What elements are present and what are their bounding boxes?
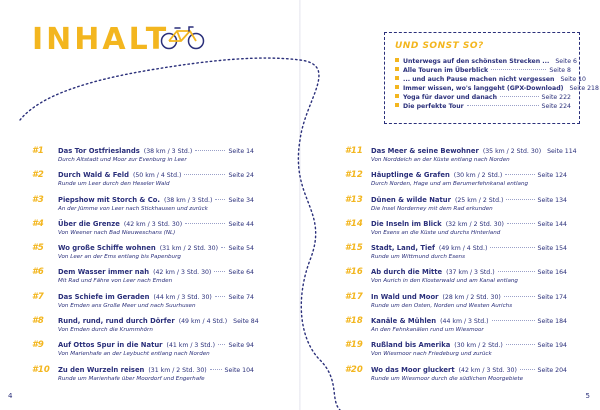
tour-info: (38 km / 3 Std.) [143,148,193,155]
tour-page: Seite 104 [224,366,254,374]
tour-title-line [371,293,567,301]
tour-info: (31 km / 2 Std. 30) [159,245,218,253]
leader-dots [185,223,225,224]
extras-item-page: Seite 6 [555,58,577,65]
tour-number: #20 [345,364,363,375]
tour-page: Seite 14 [228,148,254,155]
tour-title-line [58,147,254,155]
extras-item-page: Seite 218 [569,85,599,92]
toc-entry[interactable] [345,195,567,219]
leader-dots [467,105,539,106]
tour-title: Rußland bis Amerika [371,341,451,350]
leader-dots [500,96,539,97]
tour-number: #6 [32,267,44,278]
tour-number: #17 [345,291,363,302]
tour-title: Häuptlinge & Grafen [371,171,450,180]
tour-title-line [371,341,567,349]
tour-title-line [371,317,567,325]
tour-info: (44 km / 3 Std. 30) [153,293,212,301]
tour-info: (42 km / 3 Std. 30) [153,269,212,277]
tour-title: Stadt, Land, Tief [371,244,435,253]
tour-title-line [371,268,567,276]
leader-dots [221,247,225,248]
leader-dots [492,320,535,321]
tour-page: Seite 54 [228,245,254,253]
bullet-icon [395,58,399,62]
tour-title-line [58,244,254,252]
tour-number: #19 [345,340,363,351]
tour-subtitle: Von Leer an der Ems entlang bis Papenburg [58,254,181,261]
page-title: INHALT [32,22,170,57]
toc-entry[interactable] [32,219,254,243]
tour-title-line [58,317,259,326]
extras-item-label: Die perfekte Tour [403,103,464,110]
leader-dots [215,199,225,200]
toc-entry[interactable] [345,219,567,243]
tour-subtitle: Von Wiesmoor nach Friedeburg und zurück [371,351,492,358]
tour-number: #18 [345,316,363,327]
tour-title-line [58,366,254,374]
tour-page: Seite 84 [233,318,259,326]
tour-subtitle: Mit Rad und Fähre von Leer nach Emden [58,278,173,285]
toc-entry[interactable] [345,365,567,389]
extras-item[interactable] [395,93,571,102]
page-number-left: 4 [8,392,13,400]
tour-info: (32 km / 2 Std. 30) [445,220,504,228]
tour-info: (49 km / 4 Std.) [178,318,228,326]
tour-subtitle: Durch Norden, Hage und am Berumerfehnkanal entlang [371,181,529,188]
tour-subtitle: Runde um Wittmund durch Esens [371,254,466,261]
tour-page: Seite 184 [537,318,567,326]
tour-page: Seite 154 [537,245,567,253]
extras-item-label: Immer wissen, wo's langgeht (GPX-Download) [403,85,564,92]
tour-title: Piepshow mit Storch & Co. [58,195,160,204]
toc-entry[interactable] [345,267,567,291]
tour-title: Das Tor Ostfrieslands [58,147,140,155]
tour-number: #1 [32,146,44,156]
tour-title-line [371,196,567,204]
tour-title-line [58,293,254,301]
extras-item-page: Seite 10 [560,76,586,83]
tour-page: Seite 74 [228,293,254,301]
tour-title: Rund, rund, rund durch Dörfer [58,317,175,326]
leader-dots [491,69,546,70]
tour-number: #3 [32,194,44,205]
tour-page: Seite 64 [228,269,254,277]
tour-page: Seite 134 [537,196,567,204]
toc-entry[interactable] [345,340,567,364]
leader-dots [195,150,225,151]
tour-number: #16 [345,267,363,278]
extras-item[interactable] [395,75,586,84]
page-number-right: 5 [585,392,590,400]
bullet-icon [395,67,399,71]
tour-title: Die Inseln im Blick [371,219,442,228]
leader-dots [520,369,535,370]
tour-page: Seite 44 [228,220,254,228]
extras-item[interactable] [395,66,571,75]
tour-title: Dünen & wilde Natur [371,195,451,204]
extras-item-label: Unterwegs auf den schönsten Strecken ... [403,58,550,65]
tour-number: #5 [32,243,44,254]
tour-page: Seite 34 [228,196,254,204]
extras-box-title: UND SONST SO? [395,41,484,51]
tour-title-line [58,220,254,228]
tour-subtitle: Von Norddeich an der Küste entlang nach Norden [371,157,510,163]
toc-entry[interactable] [32,316,259,340]
tour-subtitle: Runde um Wiesmoor durch die südlichen Moorgebiete [371,375,524,382]
toc-entry[interactable] [32,195,254,219]
tour-title-line [58,196,254,204]
tour-subtitle: Durch Altstadt und Moor zur Evenburg in Leer [58,157,187,163]
tour-title: Kanäle & Mühlen [371,317,437,326]
tour-info: (44 km / 3 Std.) [440,318,489,326]
tour-subtitle: Runde um Marienhafe über Moordorf und Engerhafe [58,375,205,382]
tour-title: Zu den Wurzeln reisen [58,365,145,374]
extras-item[interactable] [395,102,571,111]
tour-number: #13 [345,194,363,205]
tour-info: (35 km / 2 Std. 30) [482,148,542,155]
tour-title: Das Schiefe im Geraden [58,292,150,301]
tour-number: #15 [345,243,363,254]
tour-title: Dem Wasser immer nah [58,268,150,277]
leader-dots [504,296,535,297]
tour-number: #8 [32,316,44,327]
tour-title: Durch Wald & Feld [58,171,129,180]
tour-page: Seite 174 [537,293,567,301]
tour-page: Seite 114 [547,148,577,155]
tour-title-line [58,341,254,349]
leader-dots [507,223,535,224]
tour-subtitle: Von Emden ans Große Meer und nach Suurhusen [58,302,196,309]
extras-item-label: Alle Touren im Überblick [403,67,489,74]
tour-title: Wo das Moor gluckert [371,365,455,374]
toc-entry[interactable] [345,170,567,194]
leader-dots [490,247,534,248]
toc-entry[interactable] [345,243,567,267]
extras-item-page: Seite 8 [549,67,571,74]
tour-info: (49 km / 4 Std.) [438,245,488,253]
tour-number: #4 [32,218,44,229]
tour-title-line [371,220,567,228]
tour-subtitle: Runde um Leer durch den Heseler Wald [58,181,170,188]
toc-entry[interactable] [32,146,254,170]
tour-number: #10 [32,364,50,375]
tour-title: Über die Grenze [58,219,120,228]
tour-info: (50 km / 4 Std.) [132,172,182,180]
tour-number: #11 [345,146,363,156]
tour-number: #12 [345,170,363,181]
toc-entry[interactable] [32,170,254,194]
tour-page: Seite 144 [537,220,567,228]
toc-entry[interactable] [32,292,254,316]
bicycle-icon [160,24,206,50]
tour-title: Das Meer & seine Bewohner [371,147,479,155]
leader-dots [218,344,225,345]
tour-info: (42 km / 3 Std. 30) [458,366,517,374]
tour-title: In Wald und Moor [371,292,439,301]
tour-info: (25 km / 2 Std.) [454,196,504,204]
tour-title-line [371,244,567,252]
extras-item-label: ... und auch Pause machen nicht vergessen [403,76,555,83]
tour-subtitle: Von Emden durch die Krummhörn [58,327,153,334]
tour-number: #2 [32,170,44,181]
tour-title-line [371,366,567,374]
toc-list-right [345,146,577,389]
toc-entry[interactable] [32,365,254,389]
toc-list-left [32,146,259,389]
leader-dots [498,271,535,272]
toc-entry[interactable] [32,267,254,291]
extras-item-page: Seite 224 [541,103,571,110]
tour-subtitle: Die Insel Norderney mit dem Rad erkunden [371,205,493,212]
book-gutter [299,0,301,410]
bullet-icon [395,76,399,80]
tour-page: Seite 204 [537,366,567,374]
extras-item-page: Seite 222 [541,94,571,101]
toc-entry[interactable] [345,146,577,170]
leader-dots [506,199,534,200]
tour-number: #7 [32,291,44,302]
tour-number: #14 [345,218,363,229]
tour-title: Wo große Schiffe wohnen [58,244,156,253]
tour-title: Ab durch die Mitte [371,268,443,277]
tour-number: #9 [32,340,44,351]
bullet-icon [395,85,399,89]
tour-subtitle: Von Weener nach Bad Nieuweschans (NL) [58,229,176,236]
tour-title: Auf Ottos Spur in die Natur [58,341,163,350]
leader-dots [214,271,225,272]
toc-entry[interactable] [32,340,254,364]
tour-title-line [371,147,577,155]
tour-info: (37 km / 3 Std.) [446,269,495,277]
tour-title-line [58,268,254,276]
tour-info: (42 km / 3 Std. 30) [123,220,183,228]
tour-title-line [58,171,254,179]
tour-subtitle: Von Marienhafe an der Leybucht entlang nach Norden [58,351,210,358]
extras-item[interactable] [395,84,599,93]
extras-item-label: Yoga für davor und danach [403,94,497,101]
tour-subtitle: Von Aurich in den Klosterwald und am Kanal entlang [371,278,518,285]
tour-subtitle: Von Esens an die Küste und durchs Hinterland [371,229,501,236]
tour-subtitle: An den Fehnkanälen rund um Wiesmoor [371,327,484,334]
tour-title-line [371,171,567,179]
tour-info: (38 km / 3 Std.) [163,196,213,204]
tour-page: Seite 194 [537,342,567,350]
leader-dots [210,369,222,370]
tour-info: (30 km / 2 Std.) [454,342,503,350]
tour-page: Seite 164 [537,269,567,277]
tour-page: Seite 24 [228,172,254,180]
toc-entry[interactable] [345,292,567,316]
tour-page: Seite 94 [228,342,254,350]
leader-dots [506,344,535,345]
tour-info: (30 km / 2 Std.) [453,172,503,180]
tour-info: (31 km / 2 Std. 30) [148,366,207,374]
leader-dots [505,174,534,175]
tour-subtitle: An der Jümme von Leer nach Stickhausen und zurück [58,205,208,212]
toc-entry[interactable] [32,243,254,267]
extras-item[interactable] [395,57,577,66]
leader-dots [184,174,225,175]
tour-page: Seite 124 [537,172,567,180]
tour-subtitle: Runde um den Osten, Norden und Westen Aurichs [371,302,513,309]
bullet-icon [395,94,399,98]
extras-box [384,32,599,124]
tour-info: (41 km / 3 Std.) [166,342,215,350]
toc-entry[interactable] [345,316,567,340]
leader-dots [215,296,226,297]
bullet-icon [395,103,399,107]
tour-info: (28 km / 2 Std. 30) [442,293,501,301]
